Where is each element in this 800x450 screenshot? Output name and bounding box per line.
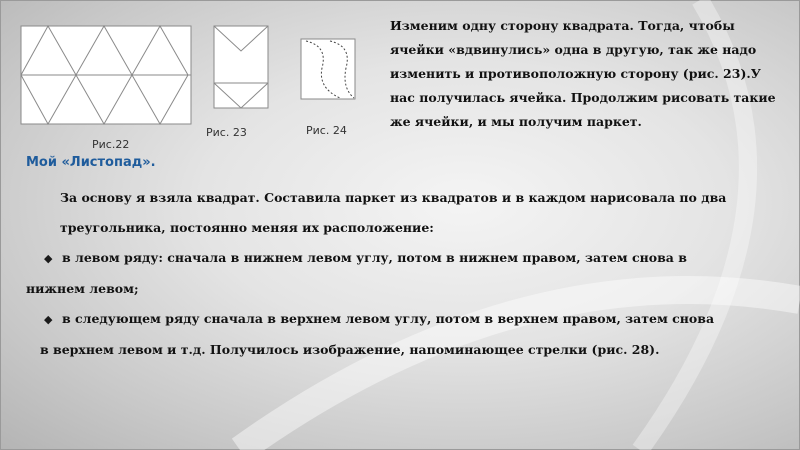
figure-24-caption: Рис. 24 — [306, 124, 347, 137]
intro-paragraph: За основу я взяла квадрат. Составила паркет из квадратов и в каждом нарисовала по два треугольника, постоянно меняя их расположение: — [60, 190, 727, 235]
bullet-item-2-continuation: в верхнем левом и т.д. Получилось изображение, напоминающее стрелки (рис. 28). — [40, 342, 660, 357]
figure-23-caption: Рис. 23 — [206, 126, 247, 139]
figure-22-caption: Рис.22 — [92, 138, 130, 151]
bullet-item-1 — [26, 243, 786, 274]
figure-22-triangle-tiling — [20, 25, 192, 125]
bullet-item-1-line1: в левом ряду: сначала в нижнем левом углу, потом в нижнем правом, затем снова в — [62, 250, 687, 265]
diamond-bullet-icon: ◆ — [44, 313, 53, 326]
bullet-item-2 — [26, 304, 786, 335]
bullet-item-1-continuation: нижнем левом; — [26, 281, 139, 296]
diamond-bullet-icon: ◆ — [44, 252, 53, 265]
figure-24-curved-cell — [300, 38, 356, 100]
body-text — [26, 183, 786, 365]
section-heading: Мой «Листопад». — [26, 155, 156, 170]
bullet-item-2-line1: в следующем ряду сначала в верхнем левом углу, потом в верхнем правом, затем снова — [62, 311, 715, 326]
right-paragraph: Изменим одну сторону квадрата. Тогда, чтобы ячейки «вдвинулись» одна в другую, так же надо изменить и противоположную сторону (рис. 23).У нас получилась ячейка. Продолжим рисовать такие же ячейки, и мы получим паркет. — [390, 18, 776, 129]
figure-23-cell — [213, 25, 269, 109]
